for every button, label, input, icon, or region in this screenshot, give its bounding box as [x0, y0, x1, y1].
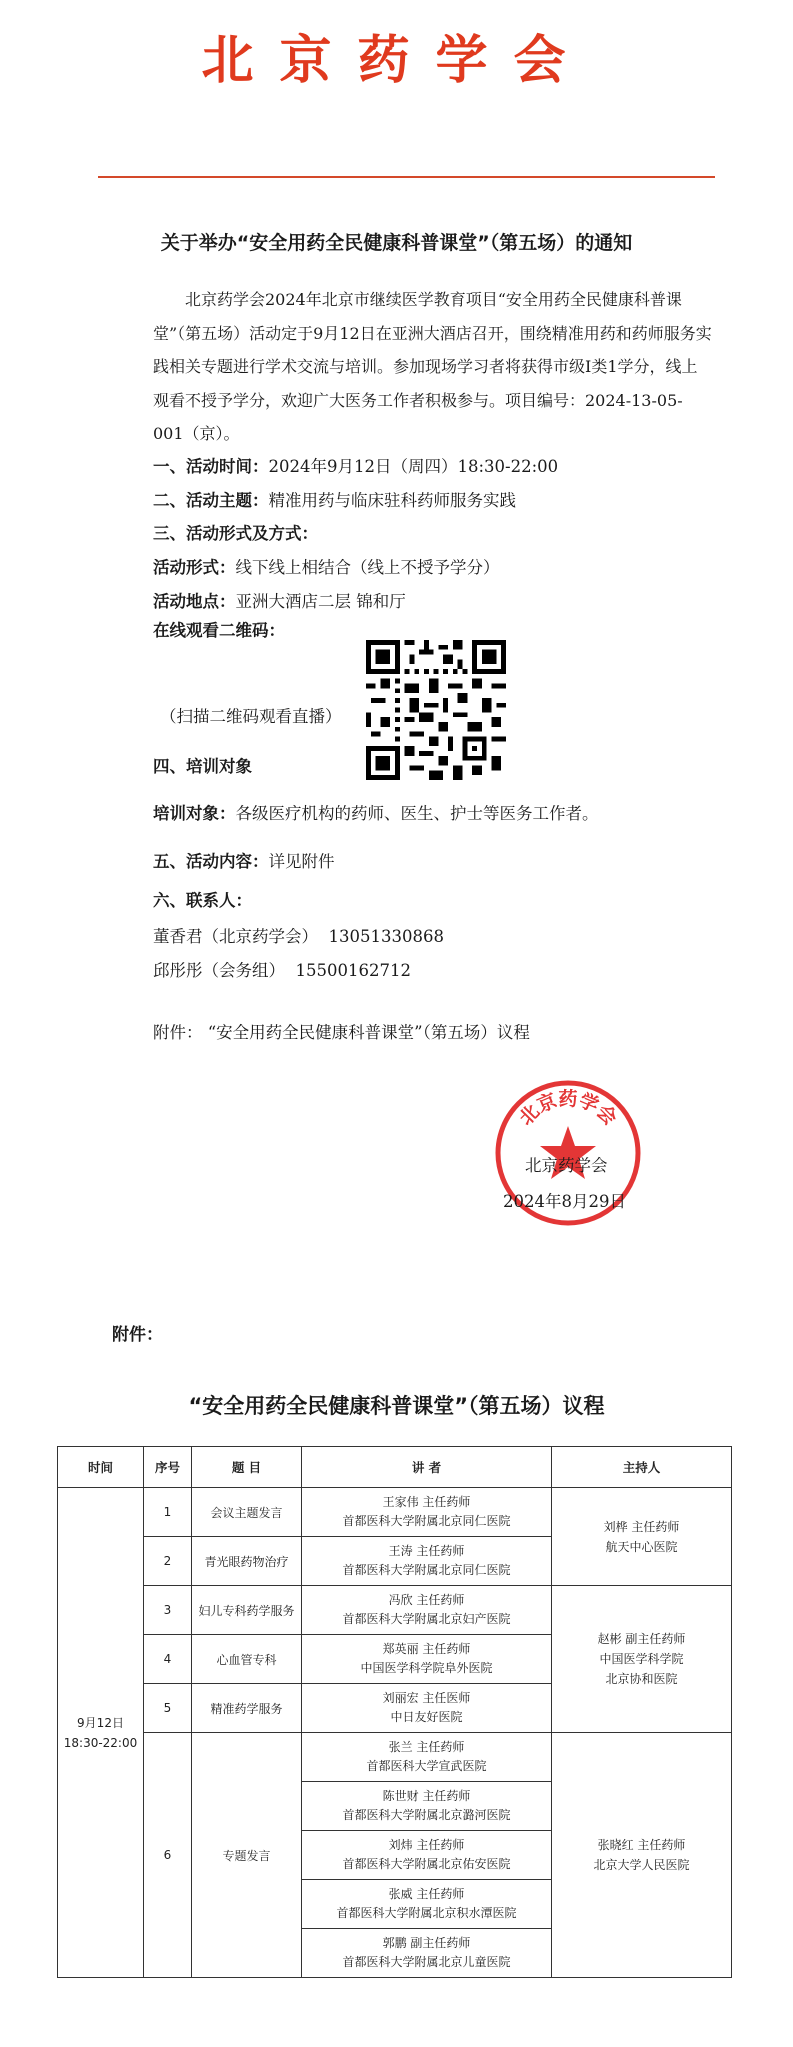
activity-form-label: 活动形式：: [153, 558, 236, 577]
qr-hint: （扫描二维码观看直播）: [160, 707, 342, 726]
host-cell: [552, 1733, 732, 1978]
host-org: 北京大学人民医院: [593, 1858, 690, 1872]
qr-code[interactable]: [366, 640, 506, 780]
speaker-org: 首都医科大学宣武医院: [366, 1759, 487, 1773]
section-theme: [153, 487, 516, 511]
speaker-cell: [302, 1929, 552, 1978]
topic-title: 会议主题发言: [192, 1488, 302, 1537]
speaker-cell: [302, 1488, 552, 1537]
activity-venue-value: 亚洲大酒店二层 锦和厅: [235, 592, 406, 611]
speaker-name: 郭鹏 副主任药师: [382, 1936, 471, 1950]
qr-label: 在线观看二维码：: [153, 621, 285, 640]
topic-no: 2: [144, 1537, 192, 1586]
table-row: [58, 1488, 732, 1537]
speaker-name: 王家伟 主任药师: [382, 1495, 471, 1509]
header-host: 主持人: [552, 1447, 732, 1488]
topic-no: 5: [144, 1684, 192, 1733]
speaker-name: 王涛 主任药师: [388, 1544, 465, 1558]
seal-text: 北京药学会: [514, 1088, 622, 1130]
section-content-label: 五、活动内容：: [153, 852, 269, 871]
topic-title: 心血管专科: [192, 1635, 302, 1684]
section-time: [153, 453, 558, 477]
speaker-cell: [302, 1733, 552, 1782]
table-row: [58, 1733, 732, 1782]
training-target: [153, 800, 599, 824]
section-format-heading: 三、活动形式及方式：: [153, 524, 318, 543]
section-theme-label: 二、活动主题：: [153, 491, 269, 510]
speaker-org: 首都医科大学附属北京儿童医院: [342, 1955, 511, 1969]
time-cell: [58, 1488, 144, 1978]
speaker-cell: [302, 1586, 552, 1635]
section-target-heading: 四、培训对象: [153, 757, 252, 776]
speaker-name: 郑英丽 主任药师: [382, 1642, 471, 1656]
speaker-name: 刘炜 主任药师: [388, 1838, 465, 1852]
topic-no: 6: [144, 1733, 192, 1978]
topic-no: 1: [144, 1488, 192, 1537]
host-org: 中国医学科学院: [599, 1652, 684, 1666]
header-speaker: 讲 者: [302, 1447, 552, 1488]
section-content-value: 详见附件: [268, 852, 335, 871]
time-date: 9月12日: [77, 1715, 124, 1730]
speaker-cell: [302, 1537, 552, 1586]
table-row: [58, 1586, 732, 1635]
section-time-label: 一、活动时间：: [153, 457, 269, 476]
contact-2-phone: 15500162712: [295, 961, 411, 980]
topic-no: 3: [144, 1586, 192, 1635]
speaker-cell: [302, 1684, 552, 1733]
speaker-name: 张兰 主任药师: [388, 1740, 465, 1754]
speaker-cell: [302, 1635, 552, 1684]
host-name: 张晓红 主任药师: [597, 1838, 686, 1852]
contact-1-name: 董香君（北京药学会）: [153, 927, 318, 946]
contact-1: [153, 923, 444, 947]
activity-venue-label: 活动地点：: [153, 592, 236, 611]
speaker-org: 首都医科大学附属北京妇产医院: [342, 1612, 511, 1626]
activity-form-value: 线下线上相结合（线上不授予学分）: [235, 558, 500, 577]
training-target-value: 各级医疗机构的药师、医生、护士等医务工作者。: [235, 804, 599, 823]
speaker-name: 刘丽宏 主任医师: [382, 1691, 471, 1705]
speaker-org: 首都医科大学附属北京同仁医院: [342, 1514, 511, 1528]
training-target-label: 培训对象：: [153, 804, 236, 823]
letterhead-divider: [98, 176, 715, 178]
contact-1-phone: 13051330868: [328, 927, 444, 946]
topic-no: 4: [144, 1635, 192, 1684]
host-name: 刘桦 主任药师: [603, 1519, 680, 1534]
host-cell: [552, 1488, 732, 1586]
speaker-cell: [302, 1880, 552, 1929]
speaker-cell: [302, 1782, 552, 1831]
activity-venue: [153, 588, 406, 612]
time-range: 18:30-22:00: [63, 1735, 138, 1750]
topic-title: 专题发言: [192, 1733, 302, 1978]
signature-date: 2024年8月29日: [503, 1192, 626, 1211]
header-topic: 题 目: [192, 1447, 302, 1488]
host-org: 航天中心医院: [605, 1539, 678, 1554]
host-cell: [552, 1586, 732, 1733]
notice-intro: 北京药学会2024年北京市继续医学教育项目“安全用药全民健康科普课堂”（第五场）活动定于9月12日在亚洲大酒店召开，围绕精准用药和药师服务实践相关专题进行学术交流与培训。参加现场学习者将获得市级Ⅰ类1学分，线上观看不授予学分，欢迎广大医务工作者积极参与。项目编号：2024-13-05-001（京）。: [153, 290, 712, 443]
speaker-org: 首都医科大学附属北京潞河医院: [342, 1808, 511, 1822]
section-time-value: 2024年9月12日（周四）18:30-22:00: [268, 457, 559, 476]
section-content: [153, 848, 335, 872]
speaker-cell: [302, 1831, 552, 1880]
speaker-name: 张威 主任药师: [388, 1887, 465, 1901]
notice-title: 关于举办“安全用药全民健康科普课堂”（第五场）的通知: [160, 232, 633, 254]
topic-title: 妇儿专科药学服务: [192, 1586, 302, 1635]
speaker-org: 中日友好医院: [390, 1710, 463, 1724]
signature-org: 北京药学会: [525, 1156, 608, 1175]
speaker-org: 首都医科大学附属北京同仁医院: [342, 1563, 511, 1577]
contact-2-name: 邱彤彤（会务组）: [153, 961, 285, 980]
host-org-2: 北京协和医院: [605, 1672, 678, 1686]
agenda-title: “安全用药全民健康科普课堂”（第五场）议程: [188, 1394, 605, 1418]
activity-form: [153, 554, 500, 578]
topic-title: 青光眼药物治疗: [192, 1537, 302, 1586]
contact-2: [153, 957, 411, 981]
letterhead-title: 北京药学会: [201, 31, 592, 91]
speaker-org: 中国医学科学院阜外医院: [360, 1661, 493, 1675]
header-time: 时间: [58, 1447, 144, 1488]
host-name: 赵彬 副主任药师: [597, 1632, 686, 1646]
topic-title: 精准药学服务: [192, 1684, 302, 1733]
attachment-note: 附件： “安全用药全民健康科普课堂”（第五场）议程: [153, 1023, 530, 1042]
speaker-name: 陈世财 主任药师: [382, 1789, 471, 1803]
section-contact-heading: 六、联系人：: [153, 891, 252, 910]
speaker-name: 冯欣 主任药师: [388, 1593, 465, 1607]
agenda-table: [57, 1446, 732, 1978]
speaker-org: 首都医科大学附属北京积水潭医院: [336, 1906, 517, 1920]
speaker-org: 首都医科大学附属北京佑安医院: [342, 1857, 511, 1871]
agenda-header-row: [58, 1447, 732, 1488]
section-theme-value: 精准用药与临床驻科药师服务实践: [268, 491, 516, 510]
header-no: 序号: [144, 1447, 192, 1488]
attachment-label: 附件：: [112, 1325, 163, 1345]
